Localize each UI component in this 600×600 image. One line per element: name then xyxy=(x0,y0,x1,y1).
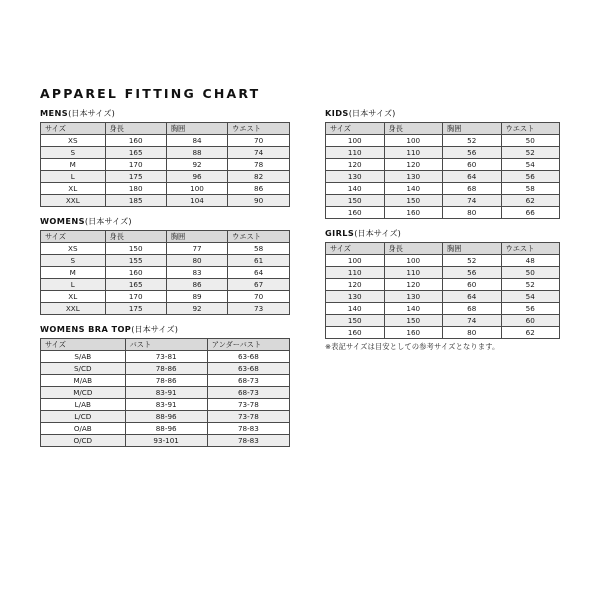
table-row xyxy=(41,147,290,159)
cell-height: 170 xyxy=(105,291,166,303)
col-header-waist: ウエスト xyxy=(228,123,290,135)
table-row xyxy=(41,279,290,291)
cell-size: M xyxy=(41,267,106,279)
col-header-waist: ウエスト xyxy=(228,231,290,243)
table-row xyxy=(41,135,290,147)
table-row xyxy=(326,303,560,315)
page-title: APPAREL FITTING CHART xyxy=(40,86,261,101)
cell-underbust: 73-78 xyxy=(207,399,289,411)
cell-size: 100 xyxy=(326,255,385,267)
cell-waist: 54 xyxy=(501,291,560,303)
cell-size: XS xyxy=(41,243,106,255)
cell-height: 150 xyxy=(105,243,166,255)
cell-waist: 90 xyxy=(228,195,290,207)
cell-chest: 77 xyxy=(166,243,227,255)
table-row xyxy=(41,171,290,183)
cell-waist: 50 xyxy=(501,135,560,147)
cell-waist: 50 xyxy=(501,267,560,279)
section-heading-girls xyxy=(325,228,560,239)
cell-chest: 80 xyxy=(443,327,502,339)
cell-height: 160 xyxy=(105,135,166,147)
cell-size: M/AB xyxy=(41,375,126,387)
table-mens xyxy=(40,122,290,207)
cell-chest: 96 xyxy=(166,171,227,183)
cell-height: 130 xyxy=(384,291,443,303)
cell-waist: 70 xyxy=(228,291,290,303)
cell-chest: 100 xyxy=(166,183,227,195)
table-row xyxy=(41,423,290,435)
cell-chest: 89 xyxy=(166,291,227,303)
cell-waist: 56 xyxy=(501,303,560,315)
section-heading-kids xyxy=(325,108,560,119)
cell-height: 150 xyxy=(384,195,443,207)
col-header-chest: 胸囲 xyxy=(443,123,502,135)
cell-height: 120 xyxy=(384,159,443,171)
section-womens-bra-top xyxy=(40,324,290,447)
cell-height: 100 xyxy=(384,255,443,267)
section-girls xyxy=(325,228,560,339)
table-row xyxy=(326,327,560,339)
girls-heading-text: GIRLS xyxy=(325,228,355,238)
table-row xyxy=(41,375,290,387)
table-girls xyxy=(325,242,560,339)
cell-size: 120 xyxy=(326,279,385,291)
cell-underbust: 68-73 xyxy=(207,375,289,387)
cell-size: L/AB xyxy=(41,399,126,411)
cell-size: XXL xyxy=(41,195,106,207)
table-row xyxy=(326,255,560,267)
kids-heading-text: KIDS xyxy=(325,108,349,118)
col-header-size: サイズ xyxy=(41,123,106,135)
cell-size: 120 xyxy=(326,159,385,171)
table-header-row xyxy=(41,339,290,351)
cell-chest: 68 xyxy=(443,183,502,195)
cell-height: 165 xyxy=(105,147,166,159)
cell-size: 150 xyxy=(326,195,385,207)
kids-heading-unit: (日本サイズ) xyxy=(348,108,396,118)
table-womens-bra-top xyxy=(40,338,290,447)
table-row xyxy=(326,135,560,147)
table-header-row xyxy=(41,231,290,243)
cell-height: 140 xyxy=(384,303,443,315)
col-header-size: サイズ xyxy=(326,243,385,255)
bratop-heading-unit: (日本サイズ) xyxy=(131,324,178,334)
table-row xyxy=(41,435,290,447)
cell-height: 185 xyxy=(105,195,166,207)
cell-bust: 88-96 xyxy=(125,423,207,435)
col-header-height: 身長 xyxy=(384,123,443,135)
cell-waist: 74 xyxy=(228,147,290,159)
cell-chest: 80 xyxy=(166,255,227,267)
cell-underbust: 63-68 xyxy=(207,351,289,363)
col-header-size: サイズ xyxy=(326,123,385,135)
cell-chest: 92 xyxy=(166,303,227,315)
girls-heading-unit: (日本サイズ) xyxy=(354,228,401,238)
bratop-heading-text: WOMENS BRA TOP xyxy=(40,324,132,334)
cell-size: 160 xyxy=(326,207,385,219)
cell-chest: 83 xyxy=(166,267,227,279)
cell-height: 160 xyxy=(384,327,443,339)
table-row xyxy=(41,363,290,375)
col-header-chest: 胸囲 xyxy=(166,231,227,243)
cell-size: L/CD xyxy=(41,411,126,423)
table-row xyxy=(326,171,560,183)
cell-chest: 56 xyxy=(443,267,502,279)
col-header-bust: バスト xyxy=(125,339,207,351)
table-row xyxy=(41,243,290,255)
table-header-row xyxy=(41,123,290,135)
cell-bust: 88-96 xyxy=(125,411,207,423)
cell-underbust: 63-68 xyxy=(207,363,289,375)
cell-height: 175 xyxy=(105,171,166,183)
cell-chest: 60 xyxy=(443,159,502,171)
col-header-height: 身長 xyxy=(105,123,166,135)
mens-heading-text: MENS xyxy=(40,108,69,118)
table-row xyxy=(41,195,290,207)
cell-bust: 78-86 xyxy=(125,363,207,375)
table-row xyxy=(326,183,560,195)
table-row xyxy=(326,279,560,291)
table-row xyxy=(41,387,290,399)
cell-waist: 78 xyxy=(228,159,290,171)
cell-size: O/CD xyxy=(41,435,126,447)
cell-waist: 73 xyxy=(228,303,290,315)
size-disclaimer-note: ※表記サイズは目安としての参考サイズとなります。 xyxy=(325,342,500,351)
cell-waist: 86 xyxy=(228,183,290,195)
cell-bust: 73-81 xyxy=(125,351,207,363)
cell-height: 150 xyxy=(384,315,443,327)
cell-underbust: 73-78 xyxy=(207,411,289,423)
table-kids xyxy=(325,122,560,219)
table-row xyxy=(326,315,560,327)
cell-waist: 52 xyxy=(501,279,560,291)
cell-waist: 60 xyxy=(501,315,560,327)
cell-height: 160 xyxy=(384,207,443,219)
col-header-size: サイズ xyxy=(41,231,106,243)
cell-size: 150 xyxy=(326,315,385,327)
table-row xyxy=(326,147,560,159)
table-row xyxy=(41,159,290,171)
cell-height: 165 xyxy=(105,279,166,291)
table-row xyxy=(41,411,290,423)
cell-size: 110 xyxy=(326,147,385,159)
cell-bust: 93-101 xyxy=(125,435,207,447)
cell-chest: 64 xyxy=(443,171,502,183)
section-womens xyxy=(40,216,290,315)
cell-size: S/CD xyxy=(41,363,126,375)
cell-waist: 61 xyxy=(228,255,290,267)
table-row xyxy=(326,291,560,303)
section-heading-womens-bra-top xyxy=(40,324,290,335)
womens-heading-text: WOMENS xyxy=(40,216,85,226)
cell-chest: 88 xyxy=(166,147,227,159)
cell-size: 140 xyxy=(326,303,385,315)
col-header-chest: 胸囲 xyxy=(166,123,227,135)
col-header-height: 身長 xyxy=(105,231,166,243)
cell-height: 170 xyxy=(105,159,166,171)
cell-size: 160 xyxy=(326,327,385,339)
cell-size: XL xyxy=(41,291,106,303)
cell-size: 110 xyxy=(326,267,385,279)
cell-height: 110 xyxy=(384,267,443,279)
cell-height: 155 xyxy=(105,255,166,267)
table-womens xyxy=(40,230,290,315)
cell-height: 100 xyxy=(384,135,443,147)
cell-chest: 56 xyxy=(443,147,502,159)
cell-waist: 62 xyxy=(501,195,560,207)
table-header-row xyxy=(326,123,560,135)
cell-size: S xyxy=(41,255,106,267)
cell-waist: 62 xyxy=(501,327,560,339)
cell-bust: 78-86 xyxy=(125,375,207,387)
cell-height: 180 xyxy=(105,183,166,195)
table-row xyxy=(41,303,290,315)
cell-size: L xyxy=(41,171,106,183)
section-mens xyxy=(40,108,290,207)
table-row xyxy=(326,195,560,207)
cell-bust: 83-91 xyxy=(125,399,207,411)
cell-waist: 82 xyxy=(228,171,290,183)
cell-size: M/CD xyxy=(41,387,126,399)
cell-underbust: 78-83 xyxy=(207,435,289,447)
section-kids xyxy=(325,108,560,219)
cell-waist: 70 xyxy=(228,135,290,147)
cell-chest: 64 xyxy=(443,291,502,303)
cell-underbust: 78-83 xyxy=(207,423,289,435)
col-header-chest: 胸囲 xyxy=(443,243,502,255)
table-row xyxy=(326,267,560,279)
table-row xyxy=(41,183,290,195)
cell-chest: 74 xyxy=(443,315,502,327)
col-header-height: 身長 xyxy=(384,243,443,255)
mens-heading-unit: (日本サイズ) xyxy=(68,108,115,118)
cell-underbust: 68-73 xyxy=(207,387,289,399)
cell-size: 100 xyxy=(326,135,385,147)
col-header-size: サイズ xyxy=(41,339,126,351)
col-header-underbust: アンダーバスト xyxy=(207,339,289,351)
cell-chest: 84 xyxy=(166,135,227,147)
cell-chest: 68 xyxy=(443,303,502,315)
cell-size: L xyxy=(41,279,106,291)
cell-waist: 56 xyxy=(501,171,560,183)
cell-waist: 52 xyxy=(501,147,560,159)
right-column xyxy=(325,108,560,348)
cell-size: M xyxy=(41,159,106,171)
cell-size: 130 xyxy=(326,171,385,183)
cell-waist: 58 xyxy=(228,243,290,255)
table-row xyxy=(41,399,290,411)
table-row xyxy=(41,351,290,363)
cell-size: 130 xyxy=(326,291,385,303)
cell-size: 140 xyxy=(326,183,385,195)
cell-chest: 92 xyxy=(166,159,227,171)
cell-height: 160 xyxy=(105,267,166,279)
table-row xyxy=(41,267,290,279)
cell-height: 120 xyxy=(384,279,443,291)
col-header-waist: ウエスト xyxy=(501,243,560,255)
cell-waist: 58 xyxy=(501,183,560,195)
cell-waist: 48 xyxy=(501,255,560,267)
womens-heading-unit: (日本サイズ) xyxy=(84,216,132,226)
section-heading-womens xyxy=(40,216,290,227)
cell-size: XXL xyxy=(41,303,106,315)
cell-size: XL xyxy=(41,183,106,195)
cell-height: 175 xyxy=(105,303,166,315)
table-row xyxy=(41,291,290,303)
cell-size: S/AB xyxy=(41,351,126,363)
cell-chest: 86 xyxy=(166,279,227,291)
table-row xyxy=(41,255,290,267)
cell-chest: 104 xyxy=(166,195,227,207)
cell-waist: 67 xyxy=(228,279,290,291)
cell-chest: 52 xyxy=(443,255,502,267)
cell-size: O/AB xyxy=(41,423,126,435)
cell-bust: 83-91 xyxy=(125,387,207,399)
cell-size: XS xyxy=(41,135,106,147)
table-row xyxy=(326,207,560,219)
table-row xyxy=(326,159,560,171)
cell-size: S xyxy=(41,147,106,159)
cell-chest: 52 xyxy=(443,135,502,147)
col-header-waist: ウエスト xyxy=(501,123,560,135)
cell-waist: 54 xyxy=(501,159,560,171)
left-column xyxy=(40,108,290,456)
table-header-row xyxy=(326,243,560,255)
cell-chest: 74 xyxy=(443,195,502,207)
cell-height: 140 xyxy=(384,183,443,195)
cell-chest: 80 xyxy=(443,207,502,219)
cell-height: 130 xyxy=(384,171,443,183)
section-heading-mens xyxy=(40,108,290,119)
cell-height: 110 xyxy=(384,147,443,159)
cell-waist: 66 xyxy=(501,207,560,219)
cell-waist: 64 xyxy=(228,267,290,279)
cell-chest: 60 xyxy=(443,279,502,291)
